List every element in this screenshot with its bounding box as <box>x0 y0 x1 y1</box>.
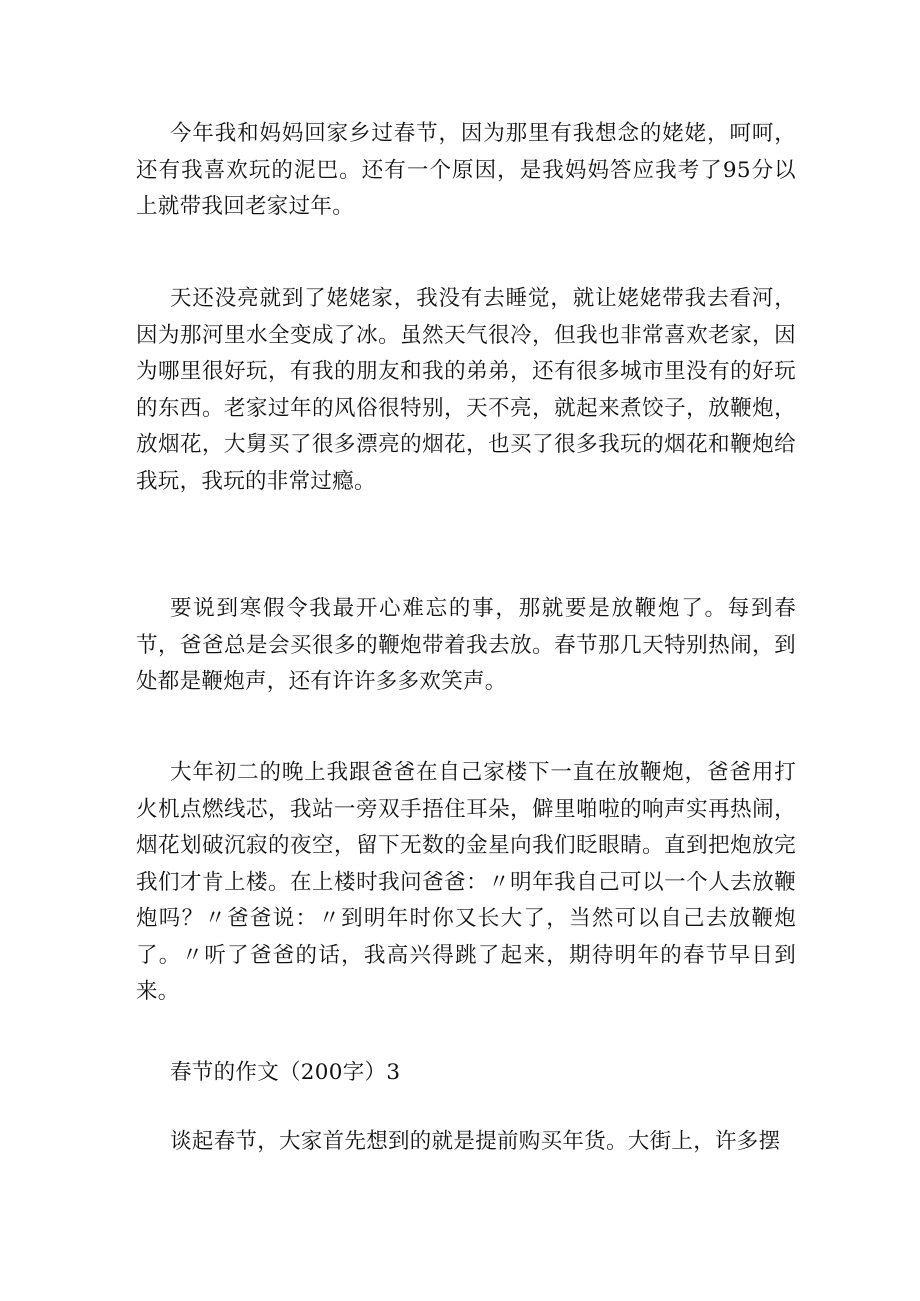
section-heading: 春节的作文（200字）3 <box>170 1060 401 1085</box>
paragraph-new-year-goods: 谈起春节，大家首先想到的就是提前购买年货。大街上，许多摆 <box>170 1129 781 1154</box>
paragraph-grandma-house: 天还没亮就到了姥姥家，我没有去睡觉，就让姥姥带我去看河，因为那河里水全变成了冰。虽然天气很冷，但我也非常喜欢老家，因为哪里很好玩，有我的朋友和我的弟弟，还有很多城市里没有的好玩的东西。老家过年的风俗很特别，天不亮，就起来煮饺子，放鞭炮，放烟花，大舅买了很多漂亮的烟花，也买了很多我玩的烟花和鞭炮给我玩，我玩的非常过瘾。 <box>136 286 796 494</box>
paragraph-hometown-trip: 今年我和妈妈回家乡过春节，因为那里有我想念的姥姥，呵呵，还有我喜欢玩的泥巴。还有一个原因，是我妈妈答应我考了95分以上就带我回老家过年。 <box>136 121 796 219</box>
paragraph-firecrackers: 要说到寒假令我最开心难忘的事，那就要是放鞭炮了。每到春节，爸爸总是会买很多的鞭炮带着我去放。春节那几天特别热闹，到处都是鞭炮声，还有许许多多欢笑声。 <box>136 596 796 694</box>
paragraph-second-day-night: 大年初二的晚上我跟爸爸在自己家楼下一直在放鞭炮，爸爸用打火机点燃线芯，我站一旁双手捂住耳朵，僻里啪啦的响声实再热闹，烟花划破沉寂的夜空，留下无数的金星向我们眨眼睛。直到把炮放完我们才肯上楼。在上楼时我问爸爸：〃明年我自己可以一个人去放鞭炮吗？〃爸爸说：〃到明年时你又长大了，当然可以自己去放鞭炮了。〃听了爸爸的话，我高兴得跳了起来，期待明年的春节早日到来。 <box>136 760 796 1004</box>
